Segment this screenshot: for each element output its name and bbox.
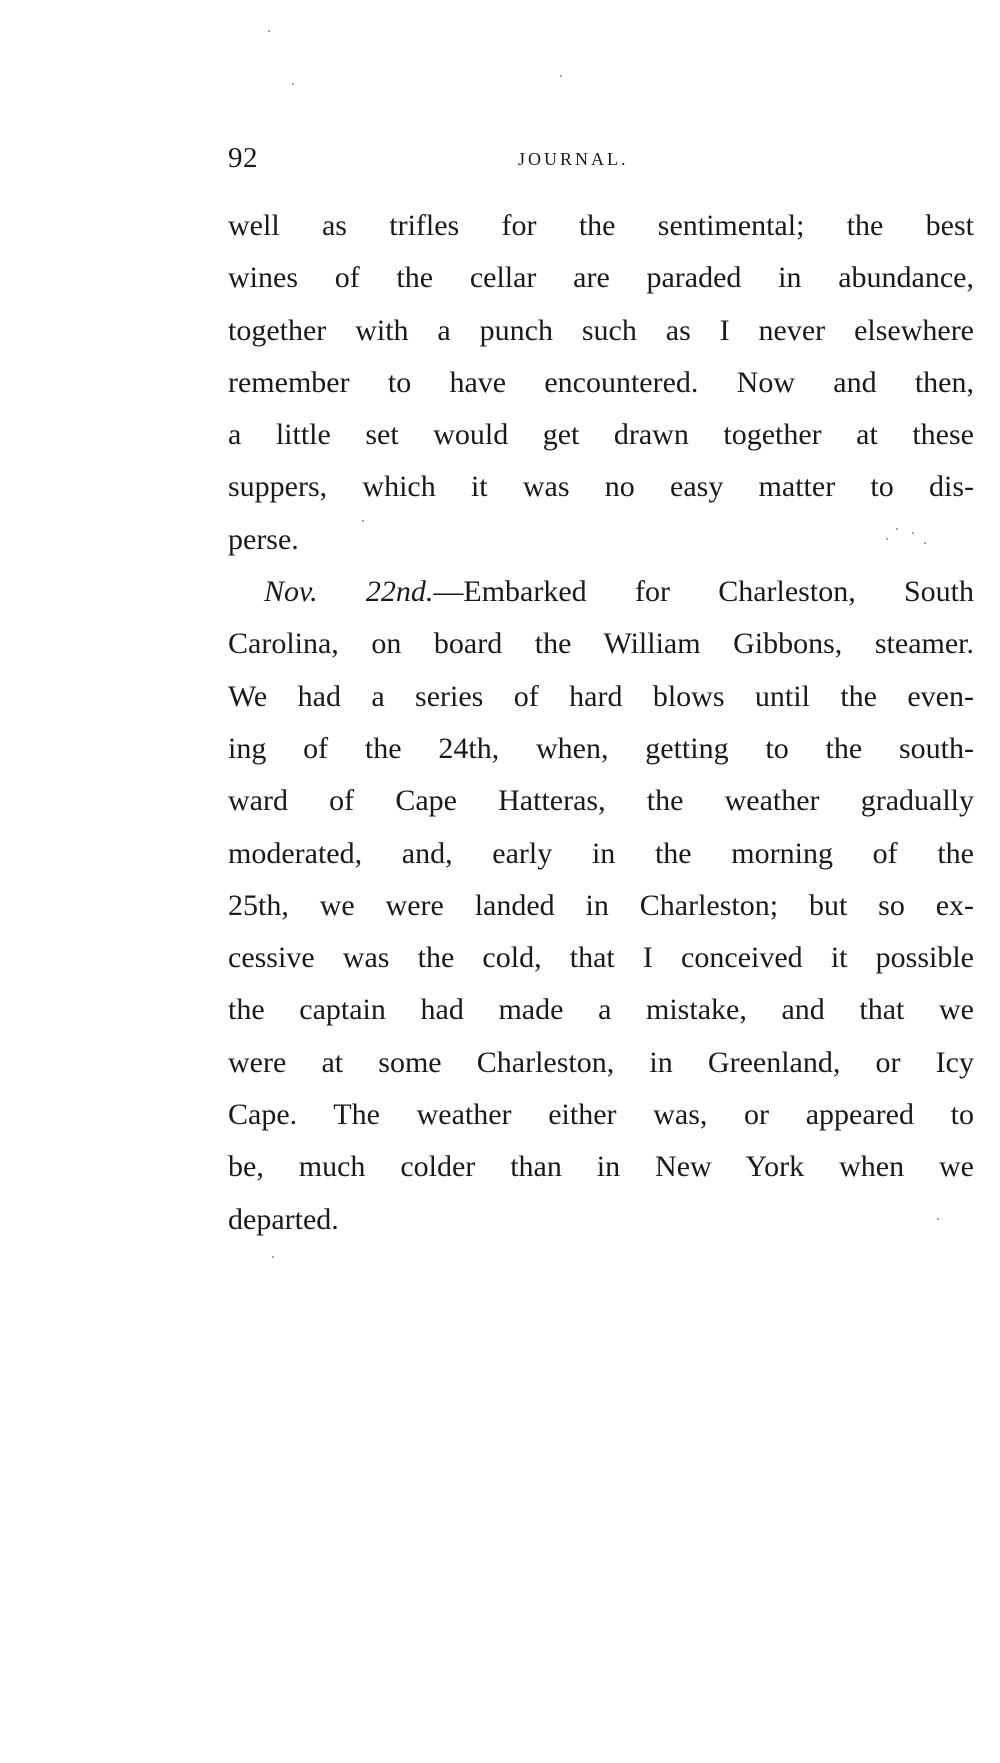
text-line: ward of Cape Hatteras, the weather gradually [228,784,974,818]
print-speck [937,1218,939,1220]
print-speck [896,528,898,530]
print-speck [886,538,888,540]
running-head [228,142,974,182]
print-speck [292,83,294,85]
text-line: the captain had made a mistake, and that we [228,993,974,1027]
paragraph [228,566,974,1246]
text-line: a little set would get drawn together at these [228,418,974,452]
text-line: departed. [228,1202,339,1236]
print-speck [912,532,914,534]
body-text [228,200,974,1246]
print-speck [272,1256,274,1258]
print-speck [924,542,926,544]
text-line: moderated, and, early in the morning of the [228,836,974,870]
journal-date: Nov. 22nd. [264,575,434,609]
text-line: remember to have encountered. Now and then, [228,365,974,399]
text-line: cessive was the cold, that I conceived it possible [228,941,974,975]
text-line: ing of the 24th, when, getting to the south- [228,731,974,765]
text-fragment: —Embarked for Charleston, South [433,575,974,609]
text-line: wines of the cellar are paraded in abundance, [228,261,974,295]
running-title: JOURNAL. [518,149,629,169]
text-line [228,566,974,618]
text-line: were at some Charleston, in Greenland, or Icy [228,1045,974,1079]
text-line: together with a punch such as I never elsewhere [228,313,974,347]
text-line: be, much colder than in New York when we [228,1150,974,1184]
page-number: 92 [228,142,258,174]
text-line: We had a series of hard blows until the even- [228,679,974,713]
text-line: Cape. The weather either was, or appeared to [228,1098,974,1132]
print-speck [268,30,270,32]
print-speck [362,520,364,522]
text-line: 25th, we were landed in Charleston; but so ex- [228,888,974,922]
text-line: suppers, which it was no easy matter to dis- [228,470,974,504]
text-line: perse. [228,522,299,556]
text-line: Carolina, on board the William Gibbons, steamer. [228,627,974,661]
paragraph [228,200,974,566]
text-line: well as trifles for the sentimental; the best [228,209,974,242]
print-speck [560,75,562,77]
